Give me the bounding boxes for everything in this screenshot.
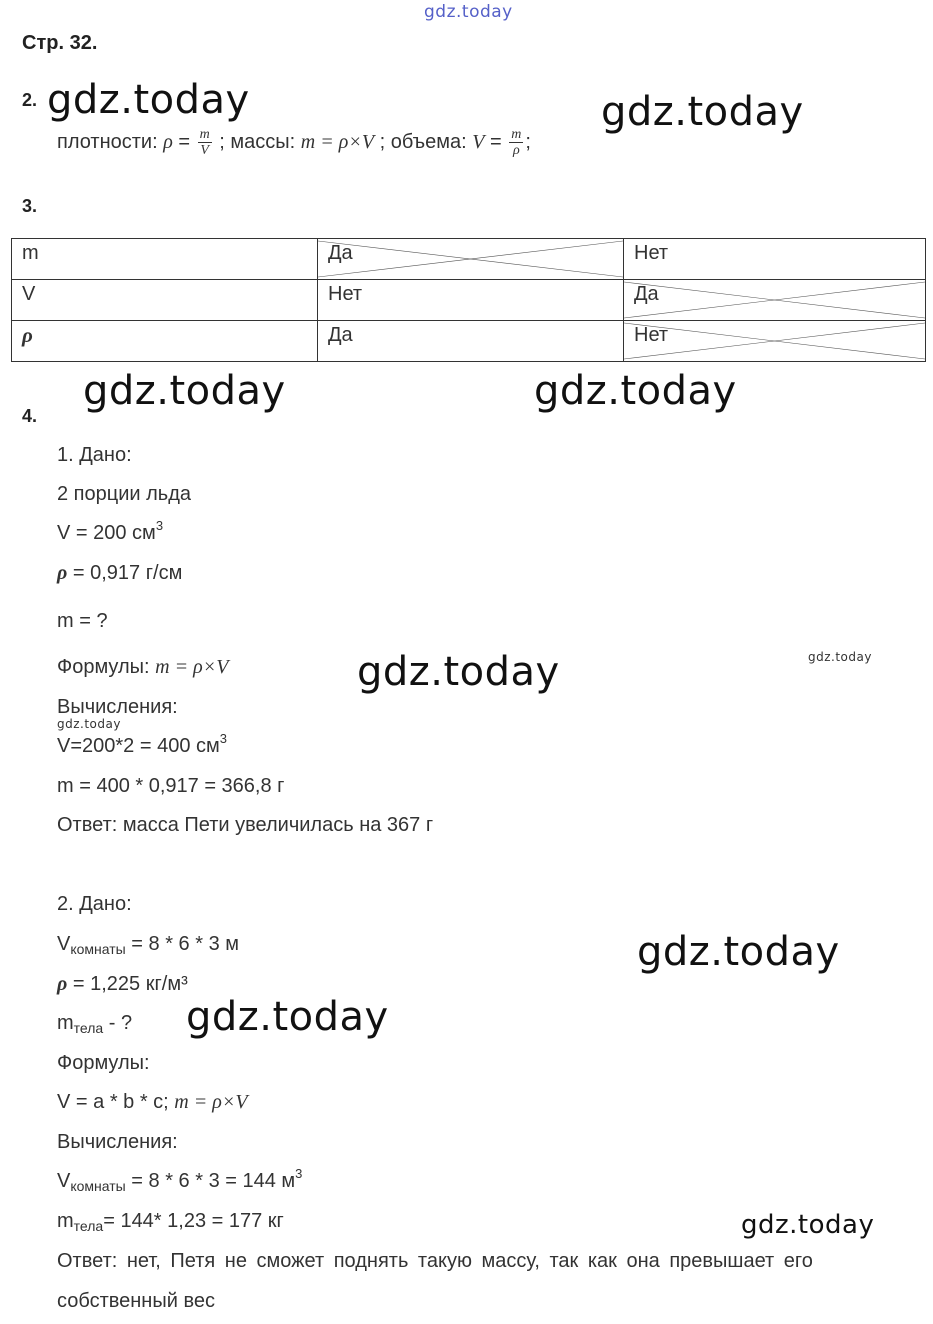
volume-fraction	[509, 127, 523, 158]
p1-calc1-sup: 3	[219, 731, 227, 746]
p2-m: m	[57, 1210, 74, 1232]
fraction-numerator: m	[199, 127, 210, 143]
p1-volume	[57, 518, 164, 545]
p2-density-text: = 1,225 кг/м³	[67, 973, 188, 995]
task3-number: 3.	[22, 196, 38, 216]
cross-out-mark	[318, 239, 623, 279]
p2-answer-line1: Ответ: нет, Петя не сможет поднять такую массу, так как она превышает его	[57, 1250, 813, 1272]
mass-formula: m = ρ×V	[300, 131, 375, 153]
p2-calc1-text: = 8 * 6 * 3 = 144 м	[125, 1170, 296, 1192]
p1-unknown: m = ?	[57, 610, 108, 632]
p2-calc1	[57, 1166, 303, 1194]
row-cell	[624, 280, 926, 321]
table-row	[12, 239, 926, 280]
row-cell	[624, 321, 926, 362]
task2-formulas	[57, 124, 531, 164]
cell-value: Да	[328, 324, 353, 346]
equals-sign: =	[178, 131, 191, 153]
watermark: gdz.today	[534, 368, 737, 414]
row-label: ρ	[12, 321, 318, 362]
watermark: gdz.today	[357, 649, 560, 695]
p1-calc1	[57, 731, 227, 758]
row-label: V	[12, 280, 318, 321]
p2-given: 2. Дано:	[57, 893, 132, 915]
p2-m: m	[57, 1012, 74, 1034]
p2-calc2	[57, 1209, 284, 1233]
p2-body-sub: тела	[73, 1218, 104, 1234]
cell-value: Да	[634, 283, 659, 305]
p1-volume-text: V = 200 см	[57, 522, 156, 544]
p2-room-sub: комнаты	[70, 941, 126, 957]
p1-answer: Ответ: масса Пети увеличилась на 367 г	[57, 814, 434, 836]
p2-calc2-text: = 144* 1,23 = 177 кг	[103, 1210, 284, 1232]
cell-value: Нет	[634, 324, 669, 346]
p2-room-dims: = 8 * 6 * 3 м	[125, 933, 239, 955]
fraction-denominator: V	[200, 143, 209, 159]
cross-out-mark	[624, 321, 925, 361]
watermark: gdz.today	[83, 368, 286, 414]
watermark-top: gdz.today	[424, 2, 513, 22]
watermark: gdz.today	[186, 994, 389, 1040]
table-row	[12, 280, 926, 321]
p1-density	[57, 561, 182, 585]
rho-symbol: ρ	[57, 973, 68, 995]
p1-calc1-text: V=200*2 = 400 см	[57, 735, 220, 757]
p1-given: 1. Дано:	[57, 444, 132, 466]
row-label: m	[12, 239, 318, 280]
p2-density	[57, 972, 188, 996]
p2-calc-label: Вычисления:	[57, 1131, 178, 1153]
p2-formula-b: m = ρ×V	[174, 1091, 248, 1113]
p2-unknown-text: - ?	[103, 1012, 133, 1034]
p2-formulas-label: Формулы:	[57, 1052, 150, 1074]
volume-label: ; объема:	[379, 131, 467, 153]
fraction-numerator: m	[511, 127, 522, 143]
p1-calc2: m = 400 * 0,917 = 366,8 г	[57, 775, 285, 797]
watermark: gdz.today	[808, 650, 872, 664]
cell-value: Нет	[634, 242, 669, 264]
table-row	[12, 321, 926, 362]
volume-symbol: V	[472, 131, 485, 153]
cell-value: Да	[328, 242, 353, 264]
p2-formulas	[57, 1090, 248, 1114]
row-cell	[318, 280, 624, 321]
cell-value: Нет	[328, 283, 363, 305]
p1-volume-sup: 3	[155, 518, 164, 533]
task4-number: 4.	[22, 406, 38, 426]
p2-unknown	[57, 1011, 132, 1035]
p2-body-sub: тела	[73, 1020, 104, 1036]
row-cell	[318, 239, 624, 280]
density-fraction	[198, 127, 212, 158]
watermark: gdz.today	[637, 929, 840, 975]
p2-formula-a: V = a * b * c;	[57, 1091, 175, 1113]
p2-v: V	[57, 1170, 71, 1192]
p2-room	[57, 932, 239, 956]
p2-v: V	[57, 933, 71, 955]
properties-table	[11, 238, 926, 362]
row-cell	[624, 239, 926, 280]
p1-density-text: = 0,917 г/см	[67, 562, 183, 584]
p2-calc1-sup: 3	[295, 1166, 303, 1181]
row-cell	[318, 321, 624, 362]
formulas-label: Формулы:	[57, 656, 150, 678]
rho-symbol: ρ	[163, 131, 173, 153]
watermark: gdz.today	[601, 89, 804, 135]
page-title: Стр. 32.	[22, 32, 98, 54]
density-label: плотности:	[57, 131, 158, 153]
p1-portions: 2 порции льда	[57, 483, 191, 505]
task2-number: 2.	[22, 90, 38, 110]
p2-answer-line2: собственный вес	[57, 1290, 215, 1312]
p1-formula: m = ρ×V	[155, 656, 229, 678]
watermark: gdz.today	[57, 717, 121, 731]
fraction-denominator: ρ	[512, 143, 520, 159]
p1-formulas	[57, 655, 228, 679]
p2-room-sub: комнаты	[70, 1178, 126, 1194]
semicolon: ;	[525, 131, 531, 153]
mass-label: ; массы:	[219, 131, 296, 153]
p1-calc-label: Вычисления:	[57, 696, 178, 718]
equals-sign-2: =	[490, 131, 502, 153]
watermark: gdz.today	[47, 77, 250, 123]
watermark: gdz.today	[741, 1210, 875, 1240]
cross-out-mark	[624, 280, 925, 320]
rho-symbol: ρ	[57, 562, 68, 584]
